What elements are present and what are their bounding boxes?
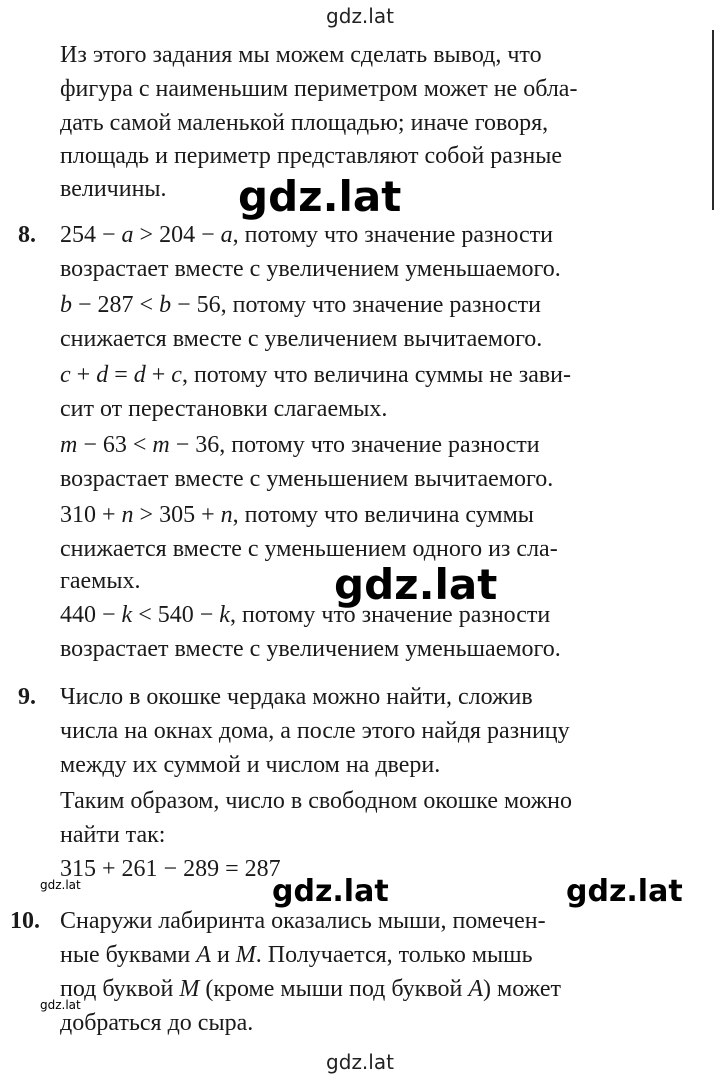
task-9-line-2: числа на окнах дома, а после этого найдя разницу xyxy=(60,718,570,744)
intro-line-3: дать самой маленькой площадью; иначе говоря, xyxy=(60,110,549,136)
task-10-line-2: ные буквами A и M. Получается, только мышь xyxy=(60,942,533,968)
task-8-expr-5-line-3: гаемых. xyxy=(60,568,141,594)
task-8-expr-1: 254 − a > 204 − a, потому что значение разности xyxy=(60,222,553,248)
task-8-expr-3: c + d = d + c, потому что величина суммы не зави- xyxy=(60,362,572,388)
watermark-mid-2: gdz.lat xyxy=(334,560,498,609)
task-9-number: 9. xyxy=(18,684,36,710)
page-edge-line xyxy=(712,30,714,210)
task-8-expr-5-line-2: снижается вместе с уменьшением одного из сла- xyxy=(60,536,558,562)
task-8-expr-6: 440 − k < 540 − k, потому что значение разности xyxy=(60,602,551,628)
task-9-equation: 315 + 261 − 289 = 287 xyxy=(60,856,281,882)
watermark-mid-1: gdz.lat xyxy=(238,172,402,221)
intro-line-5: величины. xyxy=(60,176,167,202)
task-8-expr-4: m − 63 < m − 36, потому что значение разности xyxy=(60,432,540,458)
task-8-expr-6-line-2: возрастает вместе с увеличением уменьшаемого. xyxy=(60,636,561,662)
watermark-mid-4: gdz.lat xyxy=(566,874,683,909)
task-10-line-1: Снаружи лабиринта оказались мыши, помечен- xyxy=(60,908,546,934)
task-8-expr-2-line-2: снижается вместе с увеличением вычитаемого. xyxy=(60,326,543,352)
intro-line-4: площадь и периметр представляют собой разные xyxy=(60,143,562,169)
watermark-small-1: gdz.lat xyxy=(40,878,81,892)
task-10-line-4: добраться до сыра. xyxy=(60,1010,254,1036)
task-8-expr-2: b − 287 < b − 56, потому что значение разности xyxy=(60,292,541,318)
task-10-number: 10. xyxy=(10,908,40,934)
watermark-small-2: gdz.lat xyxy=(40,998,81,1012)
task-8-expr-4-line-2: возрастает вместе с уменьшением вычитаемого. xyxy=(60,466,554,492)
intro-line-1: Из этого задания мы можем сделать вывод, что xyxy=(60,42,542,68)
task-9-line-4: Таким образом, число в свободном окошке можно xyxy=(60,788,572,814)
watermark-mid-3: gdz.lat xyxy=(272,874,389,909)
task-8-number: 8. xyxy=(18,222,36,248)
watermark-top: gdz.lat xyxy=(326,4,394,28)
task-8-expr-1-line-2: возрастает вместе с увеличением уменьшаемого. xyxy=(60,256,561,282)
task-10-line-3: под буквой M (кроме мыши под буквой A) может xyxy=(60,976,562,1002)
task-9-line-1: Число в окошке чердака можно найти, сложив xyxy=(60,684,533,710)
task-9-line-3: между их суммой и числом на двери. xyxy=(60,752,441,778)
watermark-bottom: gdz.lat xyxy=(326,1050,394,1074)
task-8-expr-5: 310 + n > 305 + n, потому что величина суммы xyxy=(60,502,534,528)
task-9-line-5: найти так: xyxy=(60,822,166,848)
intro-line-2: фигура с наименьшим периметром может не обла- xyxy=(60,76,578,102)
task-8-expr-3-line-2: сит от перестановки слагаемых. xyxy=(60,396,388,422)
